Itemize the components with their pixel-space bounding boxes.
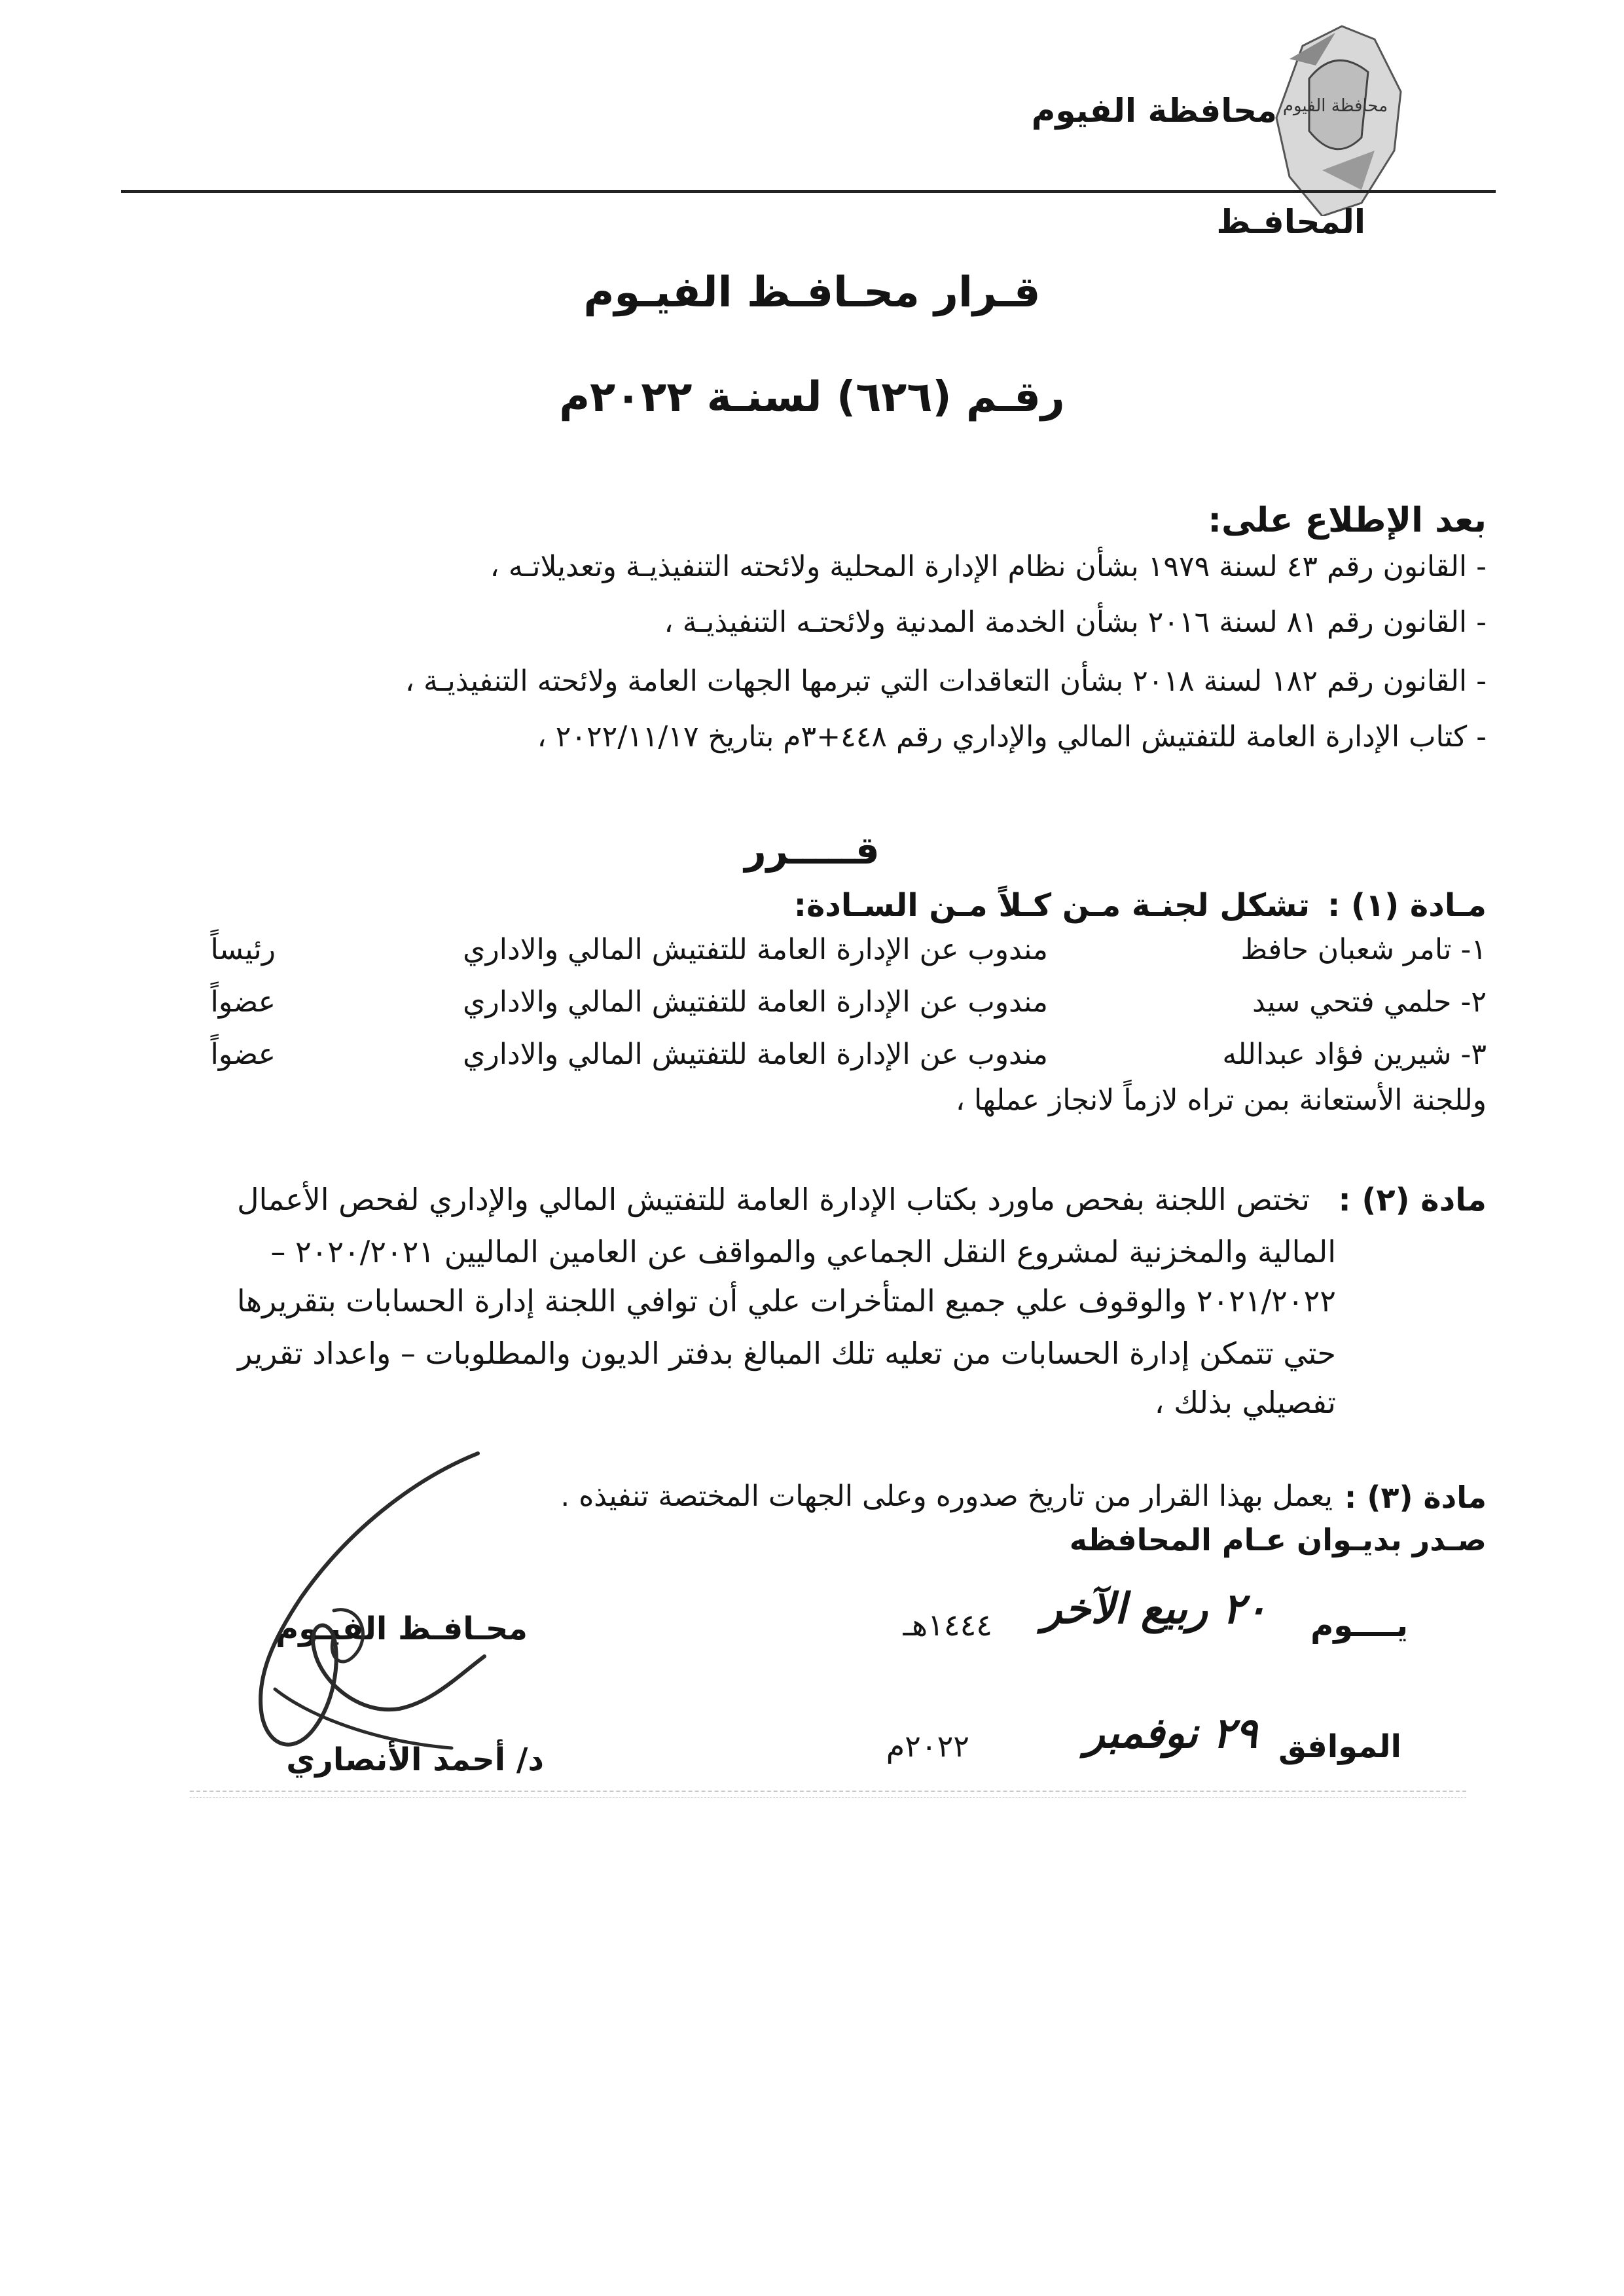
scan-artifact-line [190, 1797, 1466, 1798]
member-role: مندوب عن الإدارة العامة للتفتيش المالي والاداري [463, 985, 1048, 1019]
governorate-name: محافظة الفيوم [1031, 92, 1277, 130]
preamble-item: - القانون رقم ٤٣ لسنة ١٩٧٩ بشأن نظام الإدارة المحلية ولائحته التنفيذيـة وتعديلاتـه ، [490, 550, 1487, 583]
article-1-text: تشكل لجنـة مـن كـلاً مـن السـادة: [793, 887, 1310, 924]
issued-at: صـدر بديـوان عـام المحافظه [1069, 1522, 1487, 1558]
preamble-heading: بعد الإطلاع على: [1208, 501, 1487, 540]
preamble-item: - القانون رقم ٨١ لسنة ٢٠١٦ بشأن الخدمة المدنية ولائحتـه التنفيذيـة ، [664, 606, 1487, 639]
greg-handwritten-date: ٢٩ نوفمبر [1084, 1709, 1257, 1758]
member-role: مندوب عن الإدارة العامة للتفتيش المالي والاداري [463, 1038, 1048, 1071]
office-label: المحافـظ [1216, 203, 1365, 241]
article-1-note: وللجنة الأستعانة بمن تراه لازماً لانجاز عملها ، [955, 1084, 1487, 1117]
article-2-line: ٢٠٢١/٢٠٢٢ والوقوف علي جميع المتأخرات علي أن توافي اللجنة إدارة الحسابات بتقريرها [236, 1283, 1336, 1319]
decree-title: قـرار محـافـظ الفيـوم [583, 268, 1041, 317]
article-2-line: حتي تتمكن إدارة الحسابات من تعليه تلك المبالغ بدفتر الديون والمطلوبات – واعداد تقرير [238, 1336, 1336, 1371]
member-role: مندوب عن الإدارة العامة للتفتيش المالي والاداري [463, 933, 1048, 966]
governorate-emblem-logo [1263, 20, 1407, 216]
preamble-item: - كتاب الإدارة العامة للتفتيش المالي والإداري رقم ٤٤٨+٣م بتاريخ ٢٠٢٢/١١/١٧ ، [537, 720, 1487, 754]
article-3-text: يعمل بهذا القرار من تاريخ صدوره وعلى الجهات المختصة تنفيذه . [560, 1480, 1333, 1513]
signatory-title: محـافـظ الفيـوم [276, 1611, 528, 1647]
member-position: عضواً [210, 985, 276, 1019]
member-name: ٢- حلمي فتحي سيد [1252, 985, 1487, 1019]
hijri-handwritten-date: ٢٠ ربيع الآخر [1041, 1584, 1267, 1633]
hijri-year: ١٤٤٤هـ [903, 1607, 992, 1643]
preamble-item: - القانون رقم ١٨٢ لسنة ٢٠١٨ بشأن التعاقدات التي تبرمها الجهات العامة ولائحته التنفيذيـة ، [405, 665, 1487, 698]
article-2-line: المالية والمخزنية لمشروع النقل الجماعي والمواقف عن العامين الماليين ٢٠٢٠/٢٠٢١ – [270, 1234, 1336, 1269]
header-divider [121, 190, 1496, 193]
article-2-line: تفصيلي بذلك ، [1154, 1385, 1336, 1420]
logo-text: محافظة الفيوم [1282, 96, 1388, 116]
signatory-name: د/ أحمد الأنصاري [286, 1741, 544, 1778]
member-position: عضواً [210, 1038, 276, 1071]
article-1-label: مـادة (١) : [1327, 887, 1487, 924]
scan-artifact-line [190, 1791, 1466, 1792]
greg-prefix: الموافق [1278, 1728, 1401, 1765]
article-2-line: تختص اللجنة بفحص ماورد بكتاب الإدارة العامة للتفتيش المالي والإداري لفحص الأعمال [237, 1182, 1310, 1217]
member-name: ٣- شيرين فؤاد عبدالله [1222, 1038, 1487, 1071]
member-position: رئيساً [210, 933, 276, 966]
decree-number: رقـم (٦٢٦) لسنـة ٢٠٢٢م [559, 373, 1065, 422]
member-name: ١- تامر شعبان حافظ [1240, 933, 1487, 966]
decision-word: قـــــرر [744, 828, 880, 873]
greg-year: ٢٠٢٢م [886, 1728, 969, 1764]
handwritten-signature [177, 1440, 517, 1781]
hijri-day-prefix: يــــوم [1310, 1607, 1408, 1644]
article-2-label: مادة (٢) : [1338, 1182, 1487, 1218]
article-3-label: مادة (٣) : [1344, 1480, 1487, 1515]
